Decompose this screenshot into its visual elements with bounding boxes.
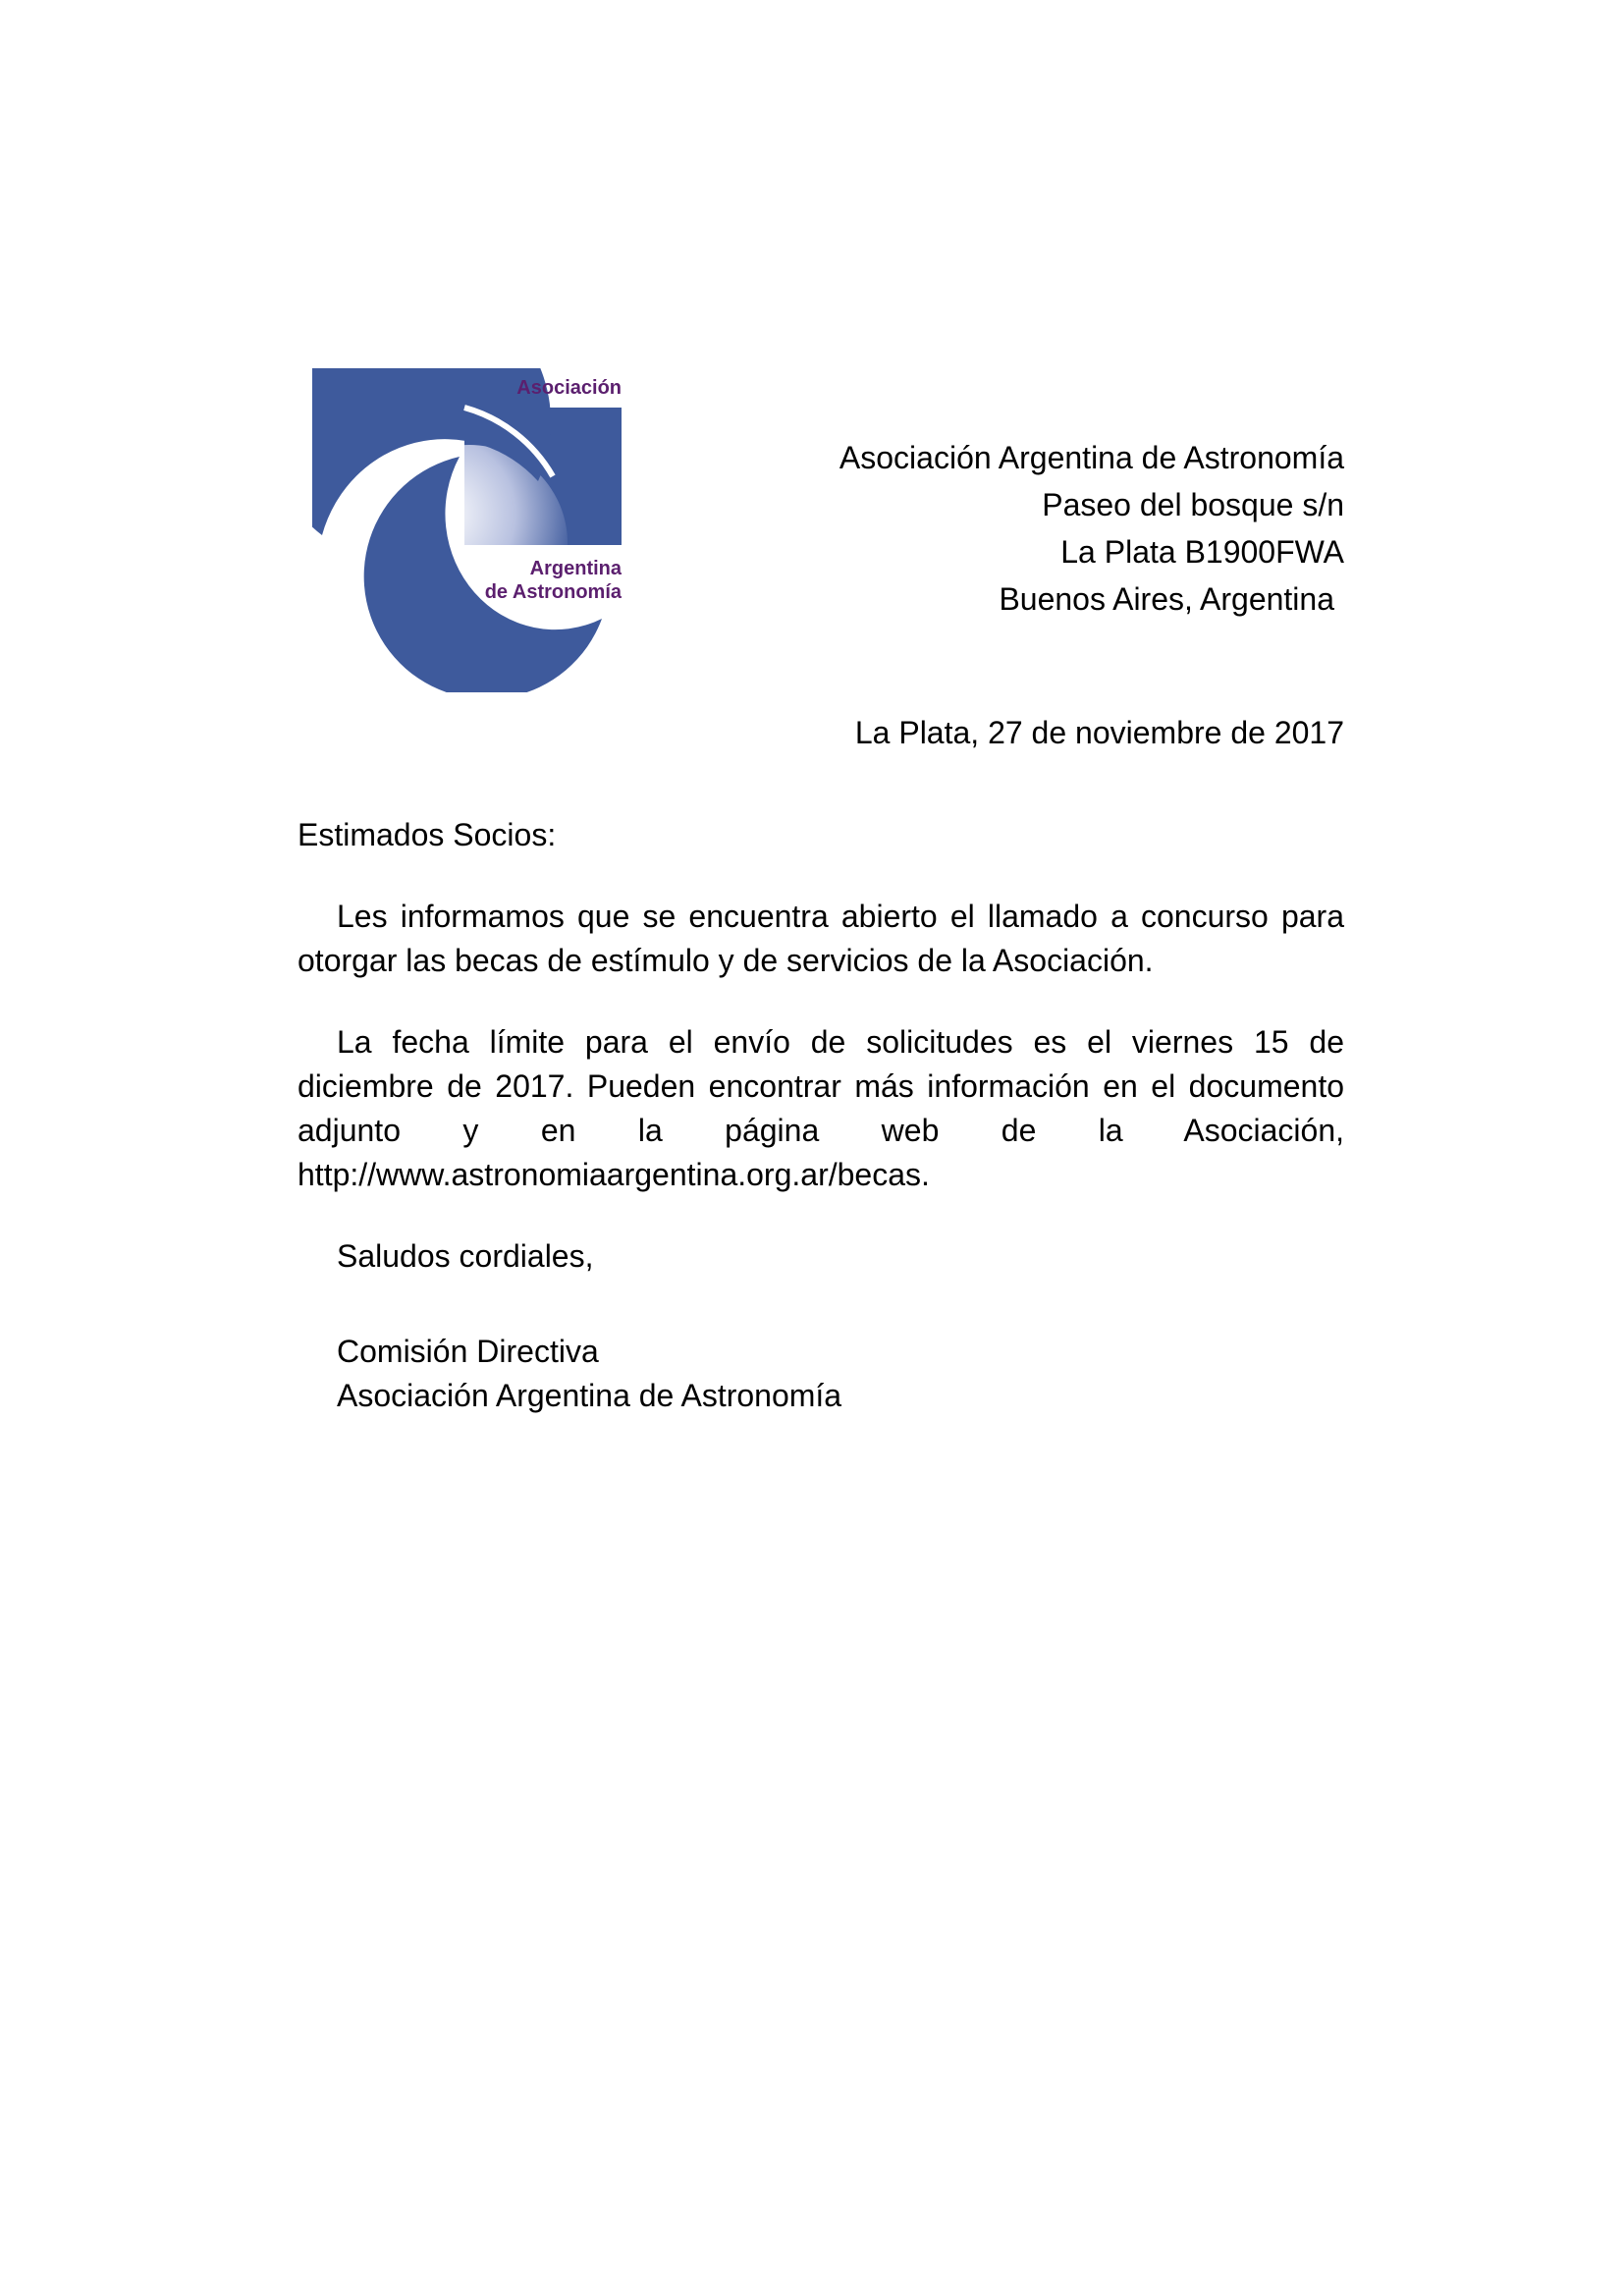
association-logo	[312, 368, 636, 692]
letter-body	[298, 813, 1344, 1418]
signature-block	[337, 1330, 1344, 1418]
address-line-1: Asociación Argentina de Astronomía	[839, 440, 1344, 475]
sender-address	[657, 434, 1344, 623]
address-line-3: La Plata B1900FWA	[1060, 534, 1344, 570]
address-line-2: Paseo del bosque s/n	[1042, 487, 1344, 522]
letter-date: La Plata, 27 de noviembre de 2017	[854, 715, 1344, 750]
salutation: Estimados Socios:	[298, 817, 557, 852]
logo-text-argentina: Argentina	[529, 558, 622, 579]
signature-line-2: Asociación Argentina de Astronomía	[337, 1378, 842, 1413]
paragraph-2: La fecha límite para el envío de solicitudes es el viernes 15 de diciembre de 2017. Pueden encontrar más información en el documento adjunto y en la página web de la Asociación, http://www.astronomiaargentina.org.ar/becas.	[298, 1024, 1344, 1192]
paragraph-1: Les informamos que se encuentra abierto el llamado a concurso para otorgar las becas de estímulo y de servicios de la Asociación.	[298, 899, 1344, 978]
logo-text-de-astronomia: de Astronomía	[484, 581, 622, 603]
association-logo-graphic	[312, 368, 636, 692]
closing: Saludos cordiales,	[337, 1238, 594, 1274]
address-line-4: Buenos Aires, Argentina	[999, 581, 1334, 617]
logo-text-asociacion: Asociación	[516, 377, 622, 399]
signature-line-1: Comisión Directiva	[337, 1334, 599, 1369]
